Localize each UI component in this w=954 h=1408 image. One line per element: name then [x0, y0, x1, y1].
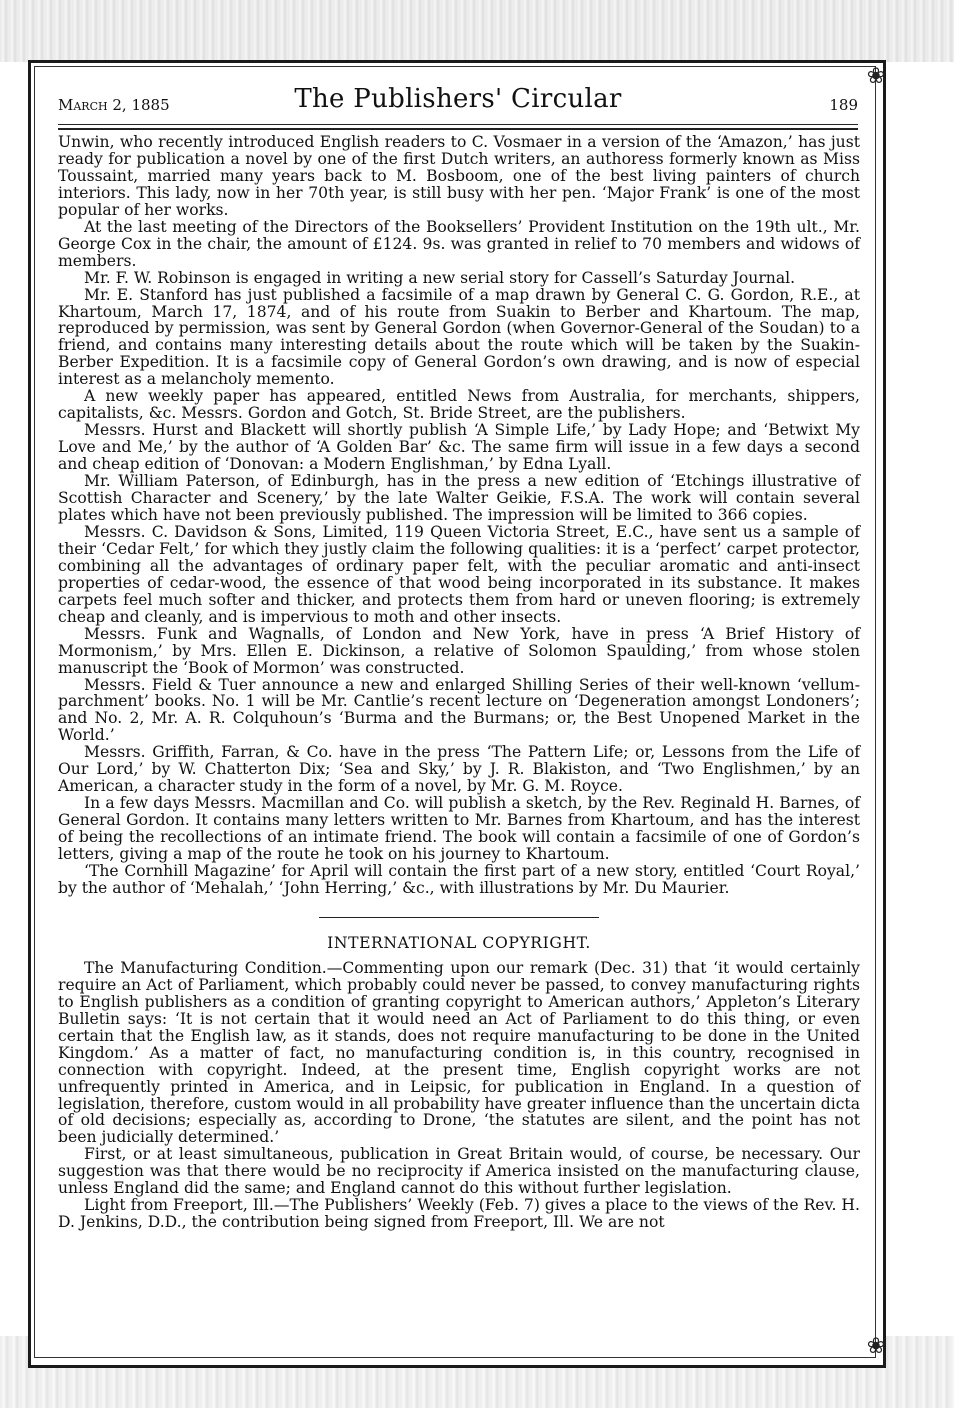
paragraph: Light from Freeport, Ill.—The Publishers’ Weekly (Feb. 7) gives a place to the views of the Rev. H. D. Jenkins, D.D., the contribution being signed from Freeport, Ill. We are not	[58, 1196, 860, 1232]
article-body	[58, 134, 860, 1231]
paragraph: Unwin, who recently introduced English readers to C. Vosmaer in a version of the ‘Amazon,’ has just ready for publication a novel by one of the first Dutch writers, an authoress formerly known as Miss Toussaint, married many years back to M. Bosboom, one of the best living painters of church interiors. This lady, now in her 70th year, is still busy with her pen. ‘Major Frank’ is one of the most popular of her works.	[58, 133, 860, 219]
scan-edge-top	[0, 0, 954, 62]
paragraph: Messrs. Griffith, Farran, & Co. have in the press ‘The Pattern Life; or, Lessons from the Life of Our Lord,’ by W. Chatterton Dix; ‘Sea and Sky,’ by J. R. Blakiston, and ‘Two Englishmen,’ by an American, a character study in the form of a novel, by Mr. G. M. Royce.	[58, 743, 860, 796]
paragraph: First, or at least simultaneous, publication in Great Britain would, of course, be necessary. Our suggestion was that there would be no reciprocity if America insisted on the manufacturing clause, unless England did the same; and England cannot do this without further legislation.	[58, 1145, 860, 1198]
paragraph: In a few days Messrs. Macmillan and Co. will publish a sketch, by the Rev. Reginald H. Barnes, of General Gordon. It contains many letters written to Mr. Barnes from Khartoum, and has the interest of being the recollections of an intimate friend. The book will contain a facsimile of one of Gordon’s letters, giving a map of the route he took on his journey to Khartoum.	[58, 794, 860, 864]
paragraph: At the last meeting of the Directors of the Booksellers’ Provident Institution on the 19th ult., Mr. George Cox in the chair, the amount of £124. 9s. was granted in relief to 70 members and widows of members.	[58, 217, 860, 270]
section-heading: INTERNATIONAL COPYRIGHT.	[327, 933, 591, 952]
paragraph: ‘The Cornhill Magazine’ for April will contain the first part of a new story, entitled ‘Court Royal,’ by the author of ‘Mehalah,’ ‘John Herring,’ &c., with illustrations by Mr. Du Maurier.	[58, 861, 860, 897]
issue-date: March 2, 1885	[58, 96, 170, 114]
paragraph: A new weekly paper has appeared, entitled News from Australia, for merchants, shippers, capitalists, &c. Messrs. Gordon and Gotch, St. Bride Street, are the publishers.	[58, 387, 860, 423]
corner-ornament-icon: ❀	[866, 64, 886, 89]
paragraph: Messrs. Funk and Wagnalls, of London and New York, have in press ‘A Brief History of Mormonism,’ by Mrs. Ellen E. Dickinson, a relative of Solomon Spaulding,’ from whose stolen manuscript the ‘Book of Mormon’ was constructed.	[58, 624, 860, 677]
paragraph: Messrs. Field & Tuer announce a new and enlarged Shilling Series of their well-known ‘vellum-parchment’ books. No. 1 will be Mr. Cantlie’s recent lecture on ‘Degeneration amongst Londoners’; and No. 2, Mr. A. R. Colquhoun’s ‘Burma and the Burmans; or, the Best Unopened Market in the World.’	[58, 675, 860, 745]
page-title: The Publishers' Circular	[294, 84, 622, 114]
paragraph: Messrs. Hurst and Blackett will shortly publish ‘A Simple Life,’ by Lady Hope; and ‘Betwixt My Love and Me,’ by the author of ‘A Golden Bar’ &c. The same firm will issue in a few days a second and cheap edition of ‘Donovan: a Modern Englishman,’ by Edna Lyall.	[58, 421, 860, 474]
page-number: 189	[829, 96, 858, 114]
paragraph: The Manufacturing Condition.—Commenting upon our remark (Dec. 31) that ‘it would certainly require an Act of Parliament, which probably could never be passed, to convey manufacturing rights to English publishers as a condition of granting copyright to American authors,’ Appleton’s Literary Bulletin says: ‘It is not certain that it would need an Act of Parliament to do this thing, or even certain that the English law, as it stands, does not require manufacturing to be done in the United Kingdom.’ As a matter of fact, no manufacturing condition is, in this country, recognised in connection with copyright. Indeed, at the present time, English copyright works are not unfrequently printed in America, and in Leipsic, for publication in England. In a question of legislation, therefore, custom would in all probability have greater influence than the uncertain dicta of old decisions; especially as, according to Drone, ‘the statutes are silent, and the point has not been judicially determined.’	[58, 958, 860, 1147]
paragraph: Messrs. C. Davidson & Sons, Limited, 119 Queen Victoria Street, E.C., have sent us a sample of their ‘Cedar Felt,’ for which they justly claim the following qualities: it is a ‘perfect’ carpet protector, combining all the advantages of ordinary paper felt, with the peculiar aromatic and anti-insect properties of cedar-wood, the essence of that wood being incorporated in its substance. It makes carpets feel much softer and thicker, and protects them from hard or uneven flooring; is extremely cheap and cleanly, and is impervious to moth and other insects.	[58, 522, 860, 626]
header-rule	[58, 124, 858, 125]
header-rule	[58, 128, 858, 130]
running-header	[58, 84, 858, 124]
paragraph: Mr. William Paterson, of Edinburgh, has in the press a new edition of ‘Etchings illustrative of Scottish Character and Scenery,’ by the late Walter Geikie, F.S.A. The work will contain several plates which have not been previously published. The impression will be limited to 366 copies.	[58, 472, 860, 524]
section-separator	[319, 917, 599, 918]
corner-ornament-icon: ❀	[866, 1334, 886, 1359]
paragraph: Mr. F. W. Robinson is engaged in writing a new serial story for Cassell’s Saturday Journal.	[84, 268, 796, 287]
paragraph: Mr. E. Stanford has just published a facsimile of a map drawn by General C. G. Gordon, R.E., at Khartoum, March 17, 1874, and of his route from Suakin to Berber and Khartoum. The map, reproduced by permission, was sent by General Gordon (when Governor-General of the Soudan) to a friend, and contains many interesting details about the route which will be taken by the Suakin-Berber Expedition. It is a facsimile copy of General Gordon’s own drawing, and is now of especial interest as a melancholy memento.	[58, 285, 860, 389]
